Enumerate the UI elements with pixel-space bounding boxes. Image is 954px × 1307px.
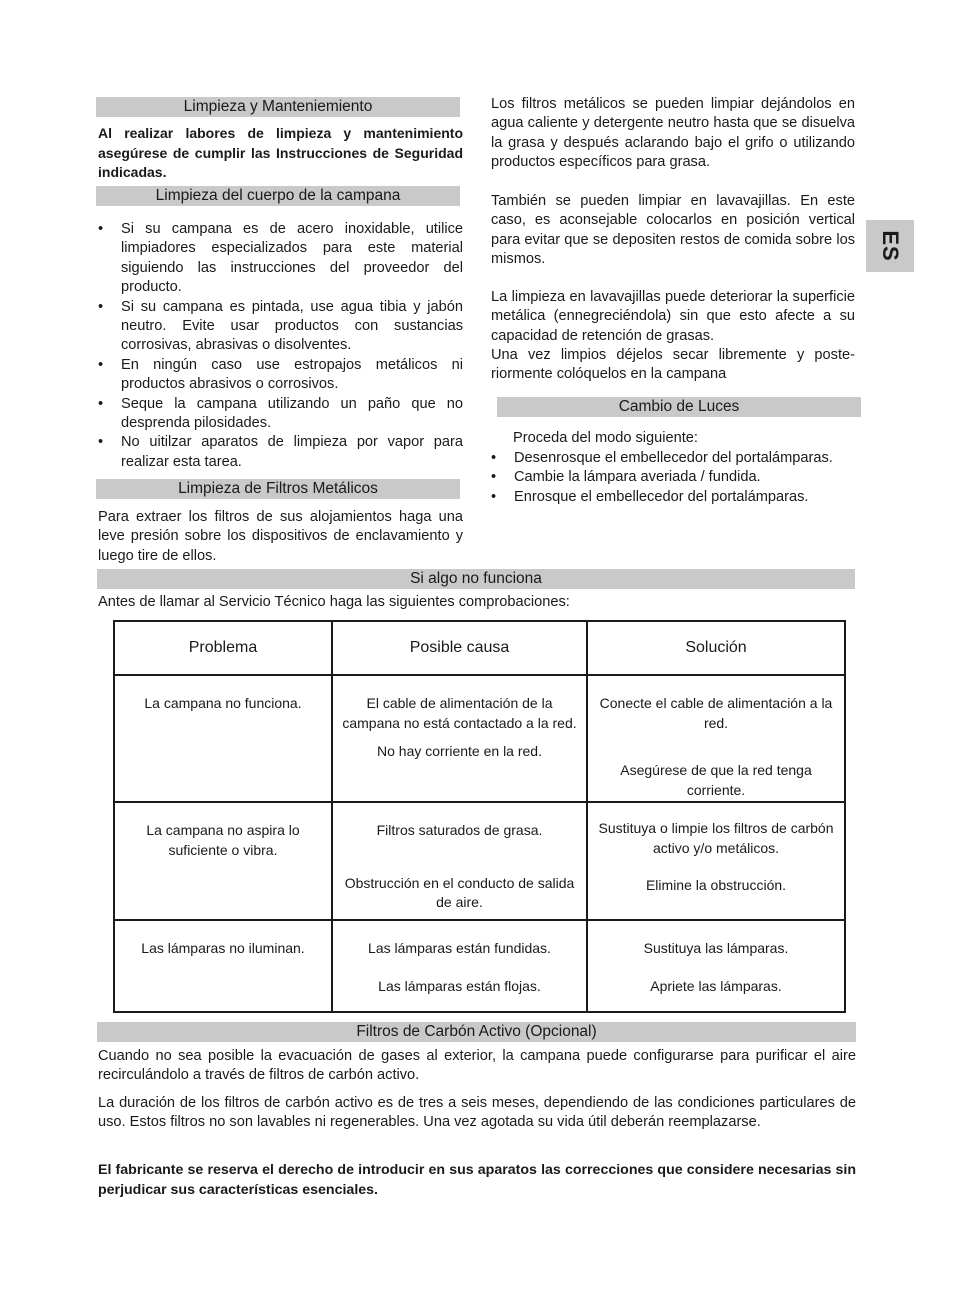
solution-cell bbox=[587, 920, 845, 1012]
dishwasher-warning-paragraph: La limpieza en lavavajillas puede deteriorar la superficie metálica (ennegreciéndola) sin que esto afecte a su capacidad de retención de grasas. bbox=[491, 289, 855, 344]
troubleshooting-table bbox=[113, 620, 846, 1013]
column-header-problem: Problema bbox=[114, 621, 332, 675]
table-row bbox=[114, 802, 845, 920]
solution-text: Sustituya las lámparas. bbox=[643, 940, 789, 956]
solution-cell bbox=[587, 675, 845, 802]
column-header-solution: Solución bbox=[587, 621, 845, 675]
dishwasher-paragraph: También se pueden limpiar en lavavajillas. En este caso, es aconsejable colocarlos en posición vertical para evitar que se depositen restos de comida sobre los mismos. bbox=[491, 193, 855, 268]
list-item: • Seque la campana utilizando un paño que no desprenda pilosidades. bbox=[98, 395, 463, 434]
filters-wash-paragraph: Los filtros metálicos se pueden limpiar dejándolos en agua caliente y detergente neutro hasta que se disuelva la grasa y después aclarando bajo el grifo o utilizando productos específicos para grasa. bbox=[491, 96, 855, 171]
drying-paragraph: Una vez limpios déjelos secar libremente y poste-riormente colóquelos en la campana bbox=[491, 347, 855, 383]
list-item: • Enrosque el embellecedor del portalámparas. bbox=[491, 488, 855, 507]
section-header-carbon-filters: Filtros de Carbón Activo (Opcional) bbox=[97, 1022, 856, 1042]
list-item: • En ningún caso use estropajos metálicos ni productos abrasivos o corrosivos. bbox=[98, 356, 463, 395]
cause-text: El cable de alimentación de la campana no está contactado a la red. bbox=[342, 695, 577, 731]
language-tab-label: ES bbox=[878, 230, 903, 262]
carbon-paragraph-1: Cuando no sea posible la evacuación de gases al exterior, la campana puede configurarse para purificar el aire recirculándolo a través de filtros de carbón activo. bbox=[98, 1048, 856, 1084]
language-tab bbox=[866, 220, 914, 272]
solution-cell bbox=[587, 802, 845, 920]
cause-cell bbox=[332, 675, 587, 802]
cause-text: Filtros saturados de grasa. bbox=[376, 822, 543, 838]
solution-text: Conecte el cable de alimentación a la red. bbox=[599, 695, 833, 731]
cause-cell bbox=[332, 802, 587, 920]
section-header-cleaning: Limpieza y Manteniemiento bbox=[96, 97, 460, 117]
manufacturer-note: El fabricante se reserva el derecho de introducir en sus aparatos las correcciones que considere necesarias sin perjudicar sus características esenciales. bbox=[98, 1162, 856, 1198]
problem-text: Las lámparas no iluminan. bbox=[141, 940, 305, 956]
solution-text: Sustituya o limpie los filtros de carbón activo y/o metálicos. bbox=[598, 820, 834, 856]
list-item: • Si su campana es de acero inoxidable, utilice limpiadores especializados para este material siguiendo las instrucciones del proveedor del producto. bbox=[98, 220, 463, 298]
metal-filters-text: Para extraer los filtros de sus alojamientos haga una leve presión sobre los dispositivos de enclavamiento y luego tire de ellos. bbox=[98, 509, 463, 564]
table-row bbox=[114, 920, 845, 1012]
solution-text: Apriete las lámparas. bbox=[650, 977, 782, 994]
table-header-row bbox=[114, 621, 845, 675]
list-item: • Si su campana es pintada, use agua tibia y jabón neutro. Evite usar productos con sustancias corrosivas, abrasivas o disolventes. bbox=[98, 298, 463, 356]
section-header-troubleshooting: Si algo no funciona bbox=[97, 569, 855, 589]
problem-cell bbox=[114, 920, 332, 1012]
section-header-hood-body: Limpieza del cuerpo de la campana bbox=[96, 186, 460, 206]
cause-text: No hay corriente en la red. bbox=[377, 743, 542, 759]
carbon-paragraph-2: La duración de los filtros de carbón activo es de tres a seis meses, dependiendo de las condiciones particulares de uso. Estos filtros no son lavables ni regenerables. Una vez agotada su vida útil deberán reemplazarse. bbox=[98, 1095, 856, 1131]
cause-text: Las lámparas están flojas. bbox=[378, 977, 541, 994]
problem-cell bbox=[114, 675, 332, 802]
problem-text: La campana no aspira lo suficiente o vibra. bbox=[146, 822, 300, 858]
section-header-metal-filters: Limpieza de Filtros Metálicos bbox=[96, 479, 460, 499]
list-item: • Cambie la lámpara averiada / fundida. bbox=[491, 468, 855, 487]
problem-text: La campana no funciona. bbox=[144, 695, 302, 711]
hood-body-cleaning-list bbox=[98, 220, 463, 472]
cause-text: Las lámparas están fundidas. bbox=[368, 940, 551, 956]
solution-text: Asegúrese de que la red tenga corriente. bbox=[620, 762, 812, 798]
troubleshooting-intro: Antes de llamar al Servicio Técnico haga las siguientes comprobaciones: bbox=[98, 594, 570, 610]
cause-cell bbox=[332, 920, 587, 1012]
list-item: • Desenrosque el embellecedor del portalámparas. bbox=[491, 449, 855, 468]
table-row bbox=[114, 675, 845, 802]
lights-steps-list bbox=[491, 449, 855, 507]
solution-text: Elimine la obstrucción. bbox=[645, 877, 787, 893]
lights-intro: Proceda del modo siguiente: bbox=[513, 430, 698, 446]
cleaning-warning: Al realizar labores de limpieza y mantenimiento asegúrese de cumplir las Instrucciones de Seguridad indicadas. bbox=[98, 125, 463, 181]
cause-text: Obstrucción en el conducto de salida de aire. bbox=[344, 874, 575, 910]
list-item: • No uitilzar aparatos de limpieza por vapor para realizar esta tarea. bbox=[98, 433, 463, 472]
problem-cell bbox=[114, 802, 332, 920]
section-header-lights: Cambio de Luces bbox=[497, 397, 861, 417]
column-header-cause: Posible causa bbox=[332, 621, 587, 675]
